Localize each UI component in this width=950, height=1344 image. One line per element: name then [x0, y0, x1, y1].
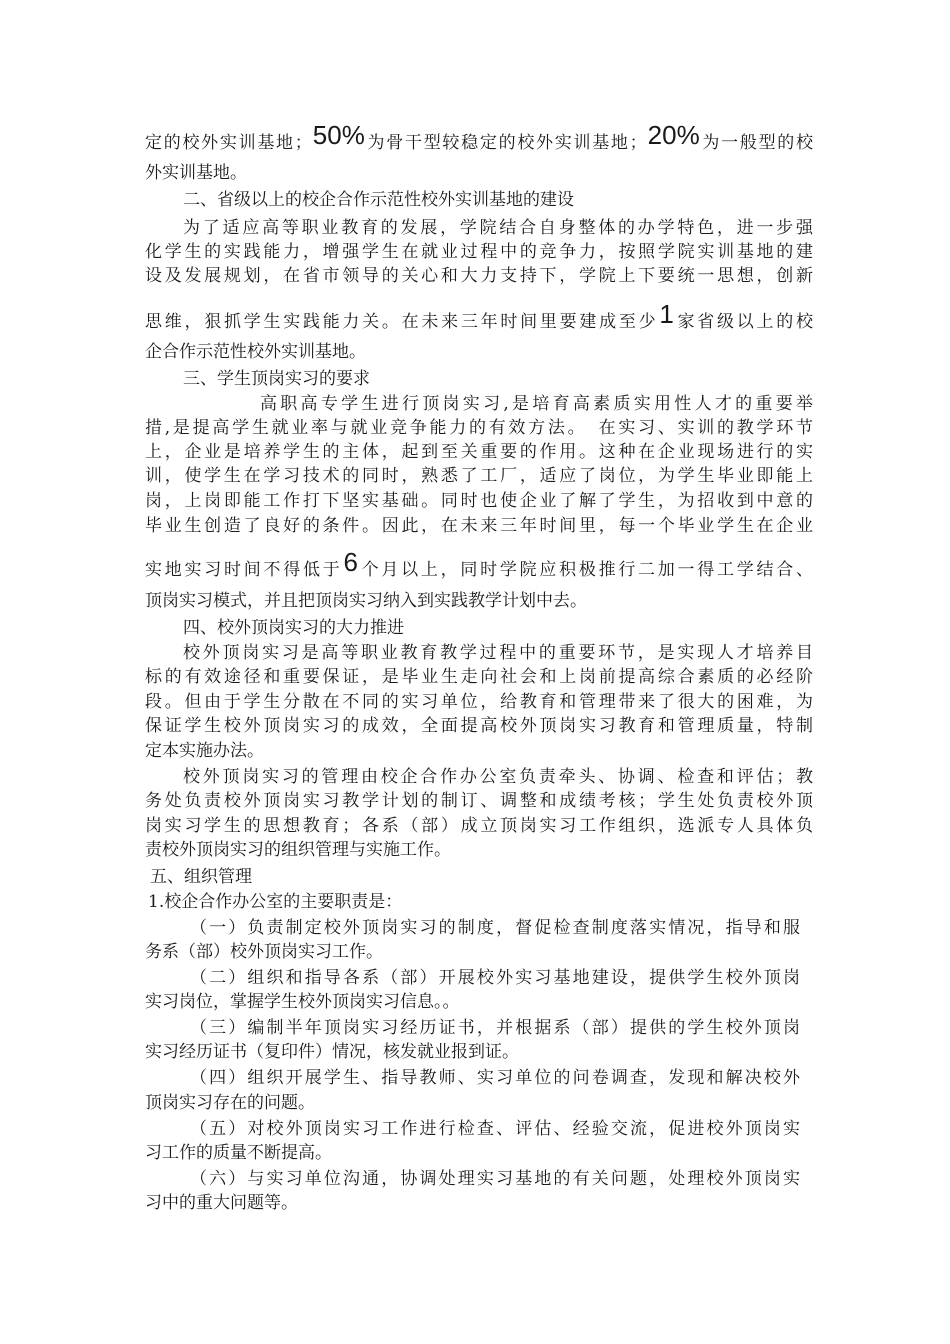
paragraph-first-line: 校外顶岗实习是高等职业教育教学过程中的重要环节，是实现人才培养目 — [183, 643, 813, 663]
text-line: 化学生的实践能力，增强学生在就业过程中的竞争力，按照学院实训基地的建 — [145, 242, 813, 262]
text-line: 岗实习学生的思想教育；各系（部）成立顶岗实习工作组织，选派专人具体负 — [145, 816, 813, 836]
list-item-first-line: （二）组织和指导各系（部）开展校外实习基地建设，提供学生校外顶岗 — [190, 968, 800, 988]
text-line: 岗，上岗即能工作打下坚实基础。同时也使企业了解了学生，为招收到中意的 — [145, 491, 813, 511]
text-line: 顶岗实习模式，并且把顶岗实习纳入到实践教学计划中去。 — [145, 591, 587, 611]
list-item-first-line: （三）编制半年顶岗实习经历证书，并根据系（部）提供的学生校外顶岗 — [190, 1018, 800, 1038]
text-line: 顶岗实习存在的问题。 — [145, 1093, 315, 1113]
text-line: 责校外顶岗实习的组织管理与实施工作。 — [145, 840, 451, 860]
text-line: 务系（部）校外顶岗实习工作。 — [145, 942, 383, 962]
text-line: 习工作的质量不断提高。 — [145, 1143, 332, 1163]
text-line: 务处负责校外顶岗实习教学计划的制订、调整和成绩考核；学生处负责校外顶 — [145, 791, 813, 811]
text-segment: 思维，狠抓学生实践能力关。在未来三年时间里要建成至少 — [145, 312, 659, 332]
text-line-1 — [145, 120, 814, 154]
text-line: 定本实施办法。 — [145, 741, 264, 761]
text-line: 企合作示范性校外实训基地。 — [145, 342, 366, 362]
text-line: 实习经历证书（复印件）情况，核发就业报到证。 — [145, 1042, 519, 1062]
section-heading: 五、组织管理 — [150, 867, 252, 887]
list-item-first-line: （五）对校外顶岗实习工作进行检查、评估、经验交流，促进校外顶岗实 — [190, 1119, 800, 1139]
text-segment: 个月以上，同时学院应积极推行二加一得工学结合、 — [358, 560, 814, 580]
paragraph-first-line: 高职高专学生进行顶岗实习,是培育高素质实用性人才的重要举 — [260, 394, 813, 414]
paragraph-first-line: 为了适应高等职业教育的发展，学院结合自身整体的办学特色，进一步强 — [183, 218, 813, 238]
text-segment: 为一般型的校 — [700, 133, 814, 153]
text-segment: 定的校外实训基地； — [145, 133, 312, 153]
paragraph-first-line: 校外顶岗实习的管理由校企合作办公室负责牵头、协调、检查和评估；教 — [183, 767, 813, 787]
section-heading: 四、校外顶岗实习的大力推进 — [183, 618, 404, 638]
text-line: 外实训基地。 — [145, 163, 247, 183]
list-item-first-line: （四）组织开展学生、指导教师、实习单位的问卷调查，发现和解决校外 — [190, 1068, 800, 1088]
text-line: 习中的重大问题等。 — [145, 1193, 298, 1213]
list-item-first-line: （六）与实习单位沟通，协调处理实习基地的有关问题，处理校外顶岗实 — [190, 1169, 800, 1189]
text-segment: 为骨干型较稳定的校外实训基地； — [365, 133, 647, 153]
text-line: 段。但由于学生分散在不同的实习单位，给教育和管理带来了很大的困难，为 — [145, 692, 813, 712]
section-heading: 三、学生顶岗实习的要求 — [183, 369, 370, 389]
percent-figure: 50% — [312, 120, 365, 150]
number-figure: 6 — [343, 547, 358, 577]
text-line — [145, 547, 814, 581]
text-line: 措,是提高学生就业率与就业竞争能力的有效方法。 在实习、实训的教学环节 — [145, 418, 813, 438]
text-line: 保证学生校外顶岗实习的成效，全面提高校外顶岗实习教育和管理质量，特制 — [145, 716, 813, 736]
section-heading: 二、省级以上的校企合作示范性校外实训基地的建设 — [183, 190, 574, 210]
list-item-first-line: （一）负责制定校外顶岗实习的制度，督促检查制度落实情况，指导和服 — [190, 918, 800, 938]
text-line: 实习岗位，掌握学生校外顶岗实习信息。。 — [145, 992, 460, 1012]
text-segment: 家省级以上的校 — [674, 312, 814, 332]
text-line: 上，企业是培养学生的主体，起到至关重要的作用。这种在企业现场进行的实 — [145, 442, 813, 462]
text-line: 设及发展规划，在省市领导的关心和大力支持下，学院上下要统一思想，创新 — [145, 266, 813, 286]
percent-figure: 20% — [647, 120, 700, 150]
text-line: 毕业生创造了良好的条件。因此，在未来三年时间里，每一个毕业学生在企业 — [145, 516, 813, 536]
text-line: 标的有效途径和重要保证，是毕业生走向社会和上岗前提高综合素质的必经阶 — [145, 667, 813, 687]
text-line: 训，使学生在学习技术的同时，熟悉了工厂，适应了岗位，为学生毕业即能上 — [145, 466, 813, 486]
subsection-heading: 1.校企合作办公室的主要职责是： — [148, 892, 403, 912]
number-figure: 1 — [659, 299, 674, 329]
text-line — [145, 299, 814, 333]
text-segment: 实地实习时间不得低于 — [145, 560, 343, 580]
